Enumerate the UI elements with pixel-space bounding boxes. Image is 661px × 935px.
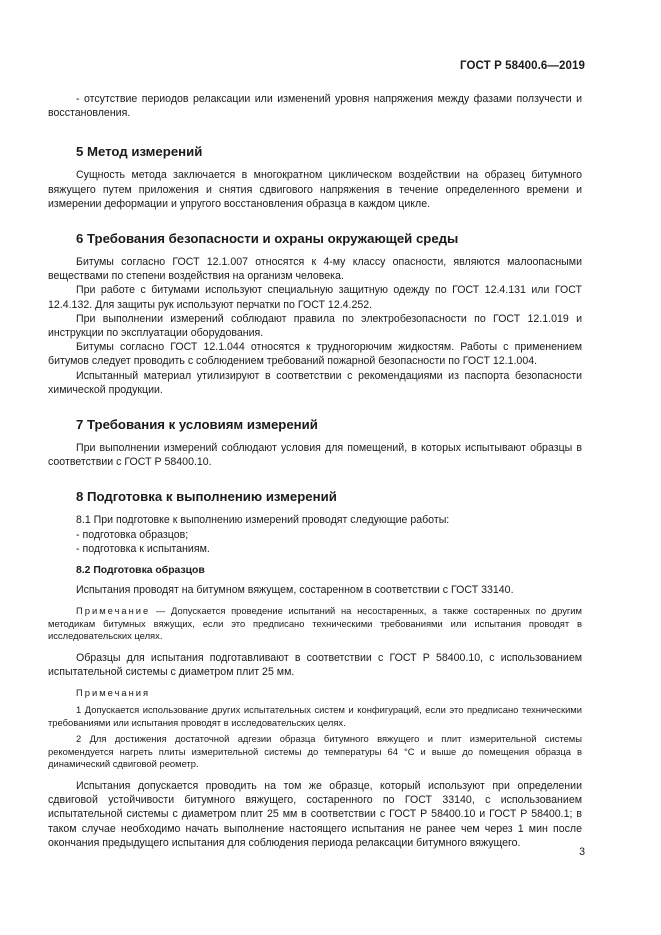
section-6-paragraph-5: Испытанный материал утилизируют в соответствии с рекомендациями из паспорта безопасности химической продукции.: [48, 369, 582, 396]
section-8-title: 8 Подготовка к выполнению измерений: [76, 489, 337, 505]
section-5-title: 5 Метод измерений: [76, 144, 203, 160]
section-7-title: 7 Требования к условиям измерений: [76, 417, 318, 433]
section-8-2-paragraph-2: Образцы для испытания подготавливают в соответствии с ГОСТ Р 58400.10, с использованием испытательной системы с диаметром плит 25 мм.: [48, 652, 582, 679]
section-6-paragraph-1: Битумы согласно ГОСТ 12.1.007 относятся к 4-му классу опасности, являются малоопасными веществами по степени воздействия на организм человека.: [48, 256, 582, 283]
section-6-paragraph-3: При выполнении измерений соблюдают правила по электробезопасности по ГОСТ 12.1.019 и инструкции по эксплуатации оборудования.: [48, 312, 582, 340]
list-item-samples: - подготовка образцов;: [76, 528, 189, 541]
section-5-paragraph: Сущность метода заключается в многократном циклическом воздействии на образец битумного вяжущего путем приложения и снятия сдвигового напряжения в течение определенного времени и измерении деформации и упругого восстановления образца в каждом цикле.: [48, 169, 582, 210]
section-8-2-paragraph-1: Испытания проводят на битумном вяжущем, состаренном в соответствии с ГОСТ 33140.: [76, 584, 514, 597]
note-1-label: Примечание: [76, 605, 151, 617]
section-8-2-title: 8.2 Подготовка образцов: [76, 565, 205, 577]
page-number: 3: [579, 846, 585, 858]
note-3: 2 Для достижения достаточной адгезии образца битумного вяжущего и плит измерительной системы рекомендуется нагреть плиты измерительной системы до температуры 64 °С и выше до помещения образца в динамический сдвиговой реометр.: [48, 733, 582, 770]
section-6-paragraph-4: Битумы согласно ГОСТ 12.1.044 относятся к трудногорючим жидкостям. Работы с применением битумов следует проводить с соблюдением требований пожарной безопасности по ГОСТ 12.1.004.: [48, 341, 582, 368]
page-content: [48, 92, 582, 850]
note-1: [48, 605, 582, 643]
document-code-header: ГОСТ Р 58400.6—2019: [460, 60, 585, 72]
section-7-paragraph: При выполнении измерений соблюдают условия для помещений, в которых испытывают образцы в соответствии с ГОСТ Р 58400.10.: [48, 442, 582, 469]
section-6-title: 6 Требования безопасности и охраны окружающей среды: [76, 231, 459, 247]
note-1-text: — Допускается проведение испытаний на несостаренных, а также состаренных по другим методикам битумных вяжущих, если это предписано техническими требованиями или испытания проводят в исследовательских целях.: [48, 605, 582, 642]
section-8-1-paragraph: 8.1 При подготовке к выполнению измерений проводят следующие работы:: [76, 514, 450, 527]
note-2: 1 Допускается использование других испытательных систем и конфигураций, если это предписано техническими требованиями или испытания проводят в исследовательских целях.: [48, 704, 582, 728]
intro-list-item: - отсутствие периодов релаксации или изменений уровня напряжения между фазами ползучести и восстановления.: [48, 93, 582, 120]
list-item-tests: - подготовка к испытаниям.: [76, 542, 210, 555]
notes-label: Примечания: [76, 687, 151, 699]
section-8-2-paragraph-3: Испытания допускается проводить на том же образце, который используют при определении сдвиговой устойчивости битумного вяжущего, состаренного по ГОСТ 33140, с использованием испытательной системы с диаметром плит 25 мм в соответствии с ГОСТ Р 58400.10 и ГОСТ Р 58400.1; в таком случае необходимо начать выполнение настоящего испытания не ранее чем через 1 мин после окончания предыдущего испытания для соблюдения периода релаксации битумного вяжущего.: [48, 780, 582, 849]
section-6-paragraph-2: При работе с битумами используют специальную защитную одежду по ГОСТ 12.4.131 или ГОСТ 12.4.132. Для защиты рук используют перчатки по ГОСТ 12.4.252.: [48, 284, 582, 311]
